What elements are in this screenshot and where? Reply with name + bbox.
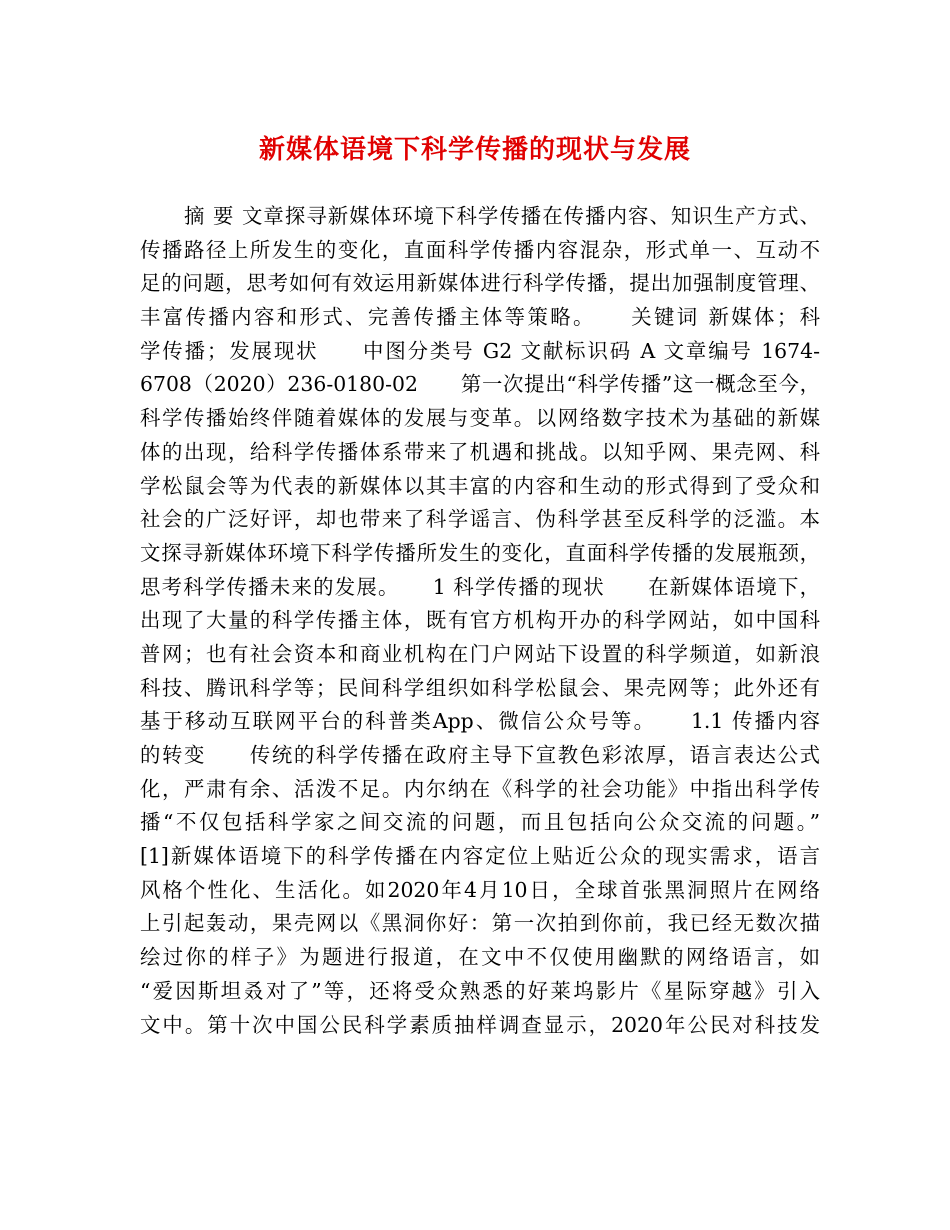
body-line: [1]新媒体语境下的科学传播在内容定位上贴近公众的现实需求，语言 [140, 844, 820, 869]
body-line: 体的出现，给科学传播体系带来了机遇和挑战。以知乎网、果壳网、科 [140, 439, 820, 464]
body-line: 基于移动互联网平台的科普类App、微信公众号等。 1.1 传播内容 [140, 709, 820, 734]
body-line: 社会的广泛好评，却也带来了科学谣言、伪科学甚至反科学的泛滥。本 [140, 507, 820, 532]
body-line: 6708（2020）236-0180-02 第一次提出“科学传播”这一概念至今， [140, 372, 820, 397]
body-line: 文中。第十次中国公民科学素质抽样调查显示，2020年公民对科技发 [140, 1012, 820, 1037]
body-line: 的转变 传统的科学传播在政府主导下宣教色彩浓厚，语言表达公式 [140, 743, 820, 767]
body-line: 足的问题，思考如何有效运用新媒体进行科学传播，提出加强制度管理、 [140, 271, 820, 296]
body-line: 思考科学传播未来的发展。 1 科学传播的现状 在新媒体语境下， [140, 574, 820, 599]
body-line: 丰富传播内容和形式、完善传播主体等策略。 关键词 新媒体；科 [140, 305, 820, 330]
document-body [140, 200, 820, 1042]
body-line: 普网；也有社会资本和商业机构在门户网站下设置的科学频道，如新浪 [140, 641, 820, 666]
body-line: 学松鼠会等为代表的新媒体以其丰富的内容和生动的形式得到了受众和 [140, 473, 820, 498]
body-line: 文探寻新媒体环境下科学传播所发生的变化，直面科学传播的发展瓶颈， [140, 540, 820, 565]
body-line: 科技、腾讯科学等；民间科学组织如科学松鼠会、果壳网等；此外还有 [140, 675, 820, 700]
body-line: 摘 要 文章探寻新媒体环境下科学传播在传播内容、知识生产方式、 [184, 204, 820, 228]
document-title: 新媒体语境下科学传播的现状与发展 [258, 135, 691, 165]
body-line: 播“不仅包括科学家之间交流的问题，而且包括向公众交流的问题。” [140, 810, 820, 835]
body-line: “爱因斯坦叒对了”等，还将受众熟悉的好莱坞影片《星际穿越》引入 [140, 978, 820, 1003]
body-line: 学传播；发展现状 中图分类号 G2 文献标识码 A 文章编号 1674- [140, 338, 820, 363]
body-line: 绘过你的样子》为题进行报道，在文中不仅使用幽默的网络语言，如 [140, 945, 820, 970]
body-line: 出现了大量的科学传播主体，既有官方机构开办的科学网站，如中国科 [140, 608, 820, 633]
body-line: 科学传播始终伴随着媒体的发展与变革。以网络数字技术为基础的新媒 [140, 406, 820, 431]
body-line: 上引起轰动，果壳网以《黑洞你好：第一次拍到你前，我已经无数次描 [140, 911, 820, 936]
body-line: 化，严肃有余、活泼不足。内尔纳在《科学的社会功能》中指出科学传 [140, 776, 820, 801]
body-line: 传播路径上所发生的变化，直面科学传播内容混杂，形式单一、互动不 [140, 237, 820, 262]
body-line: 风格个性化、生活化。如2020年4月10日，全球首张黑洞照片在网络 [140, 877, 820, 902]
